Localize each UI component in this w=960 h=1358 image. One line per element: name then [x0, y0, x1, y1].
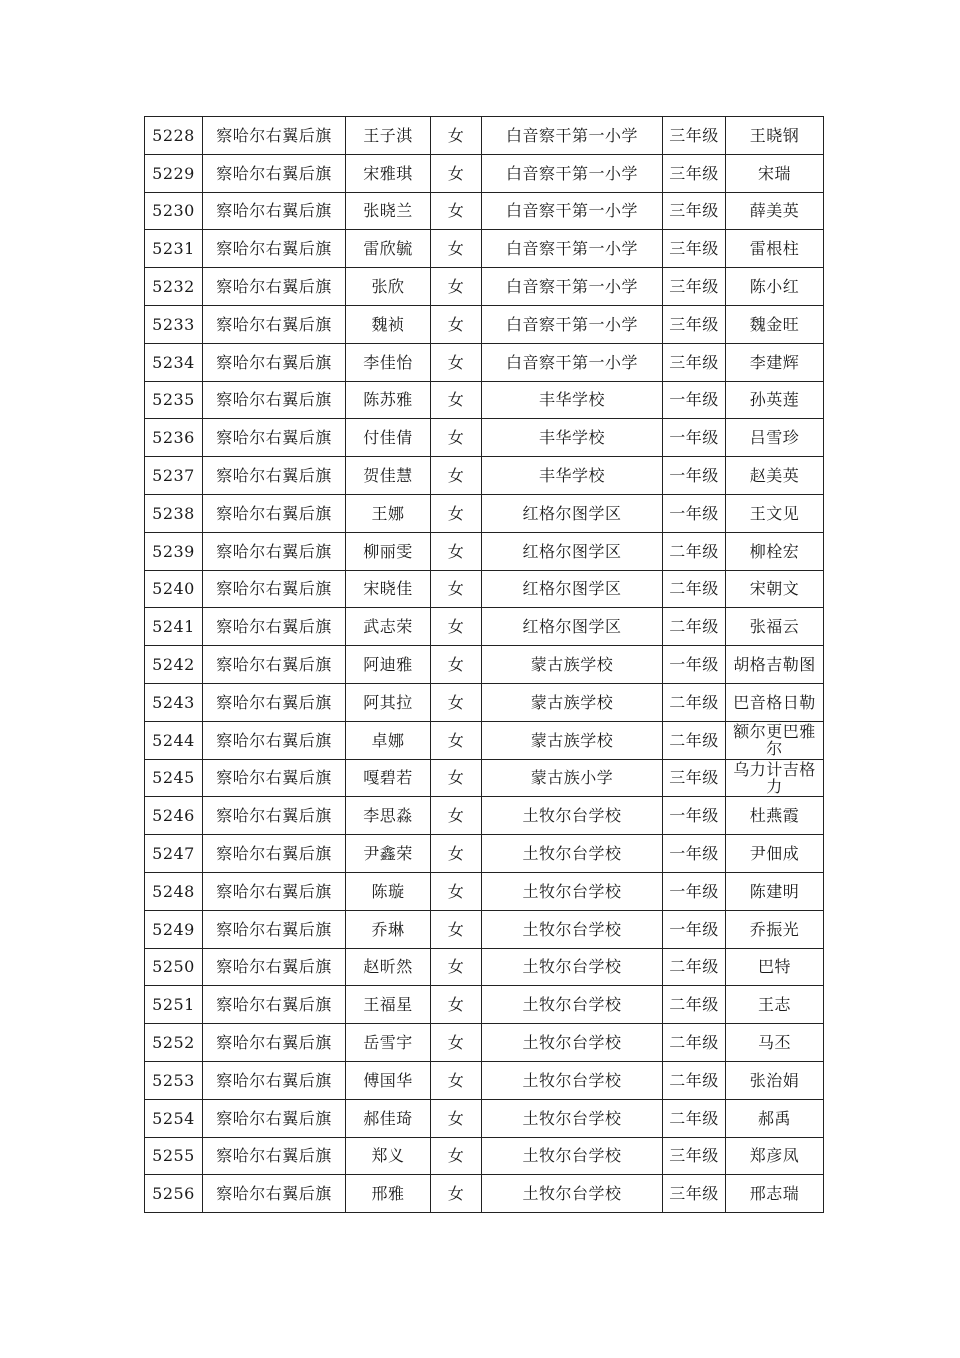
region-cell: 察哈尔右翼后旗 [203, 381, 346, 419]
guardian-name-cell: 王志 [726, 986, 824, 1024]
school-cell: 土牧尔台学校 [482, 835, 663, 873]
table-row [145, 986, 824, 1024]
gender-cell: 女 [431, 457, 482, 495]
guardian-name-cell: 乔振光 [726, 910, 824, 948]
region-cell: 察哈尔右翼后旗 [203, 343, 346, 381]
row-number-cell: 5233 [145, 305, 203, 343]
grade-cell: 三年级 [663, 1175, 726, 1213]
school-cell: 土牧尔台学校 [482, 948, 663, 986]
table-row [145, 759, 824, 797]
region-cell: 察哈尔右翼后旗 [203, 192, 346, 230]
row-number-cell: 5248 [145, 872, 203, 910]
school-cell: 丰华学校 [482, 457, 663, 495]
gender-cell: 女 [431, 419, 482, 457]
grade-cell: 二年级 [663, 948, 726, 986]
row-number-cell: 5247 [145, 835, 203, 873]
school-cell: 白音察干第一小学 [482, 343, 663, 381]
school-cell: 土牧尔台学校 [482, 1061, 663, 1099]
student-name-cell: 宋晓佳 [346, 570, 431, 608]
row-number-cell: 5239 [145, 532, 203, 570]
region-cell: 察哈尔右翼后旗 [203, 1099, 346, 1137]
grade-cell: 二年级 [663, 570, 726, 608]
row-number-cell: 5240 [145, 570, 203, 608]
guardian-name-cell: 郑彦凤 [726, 1137, 824, 1175]
guardian-name-cell: 赵美英 [726, 457, 824, 495]
gender-cell: 女 [431, 1024, 482, 1062]
table-row [145, 646, 824, 684]
guardian-name-cell: 陈小红 [726, 268, 824, 306]
guardian-name-cell: 孙英莲 [726, 381, 824, 419]
grade-cell: 二年级 [663, 683, 726, 721]
region-cell: 察哈尔右翼后旗 [203, 494, 346, 532]
student-name-cell: 雷欣毓 [346, 230, 431, 268]
school-cell: 红格尔图学区 [482, 532, 663, 570]
row-number-cell: 5249 [145, 910, 203, 948]
guardian-name-cell: 杜燕霞 [726, 797, 824, 835]
guardian-name-cell: 柳栓宏 [726, 532, 824, 570]
table-row [145, 1099, 824, 1137]
region-cell: 察哈尔右翼后旗 [203, 154, 346, 192]
table-row [145, 230, 824, 268]
student-name-cell: 嘎碧若 [346, 759, 431, 797]
student-name-cell: 陈璇 [346, 872, 431, 910]
student-name-cell: 付佳倩 [346, 419, 431, 457]
row-number-cell: 5253 [145, 1061, 203, 1099]
student-name-cell: 乔琳 [346, 910, 431, 948]
region-cell: 察哈尔右翼后旗 [203, 721, 346, 759]
grade-cell: 二年级 [663, 532, 726, 570]
student-name-cell: 李思淼 [346, 797, 431, 835]
student-name-cell: 魏祯 [346, 305, 431, 343]
grade-cell: 三年级 [663, 305, 726, 343]
table-row [145, 570, 824, 608]
school-cell: 蒙古族学校 [482, 646, 663, 684]
table-row [145, 872, 824, 910]
guardian-name-cell: 巴音格日勒 [726, 683, 824, 721]
region-cell: 察哈尔右翼后旗 [203, 910, 346, 948]
school-cell: 土牧尔台学校 [482, 1137, 663, 1175]
grade-cell: 二年级 [663, 986, 726, 1024]
student-name-cell: 卓娜 [346, 721, 431, 759]
row-number-cell: 5238 [145, 494, 203, 532]
gender-cell: 女 [431, 1099, 482, 1137]
guardian-name-cell: 魏金旺 [726, 305, 824, 343]
grade-cell: 一年级 [663, 419, 726, 457]
row-number-cell: 5236 [145, 419, 203, 457]
school-cell: 红格尔图学区 [482, 570, 663, 608]
grade-cell: 一年级 [663, 457, 726, 495]
school-cell: 蒙古族学校 [482, 721, 663, 759]
grade-cell: 三年级 [663, 117, 726, 155]
grade-cell: 三年级 [663, 343, 726, 381]
table-row [145, 154, 824, 192]
guardian-name-cell: 胡格吉勒图 [726, 646, 824, 684]
row-number-cell: 5246 [145, 797, 203, 835]
roster-body [145, 117, 824, 1213]
grade-cell: 二年级 [663, 721, 726, 759]
region-cell: 察哈尔右翼后旗 [203, 305, 346, 343]
gender-cell: 女 [431, 154, 482, 192]
school-cell: 红格尔图学区 [482, 608, 663, 646]
gender-cell: 女 [431, 721, 482, 759]
guardian-name-cell: 宋朝文 [726, 570, 824, 608]
student-name-cell: 宋雅琪 [346, 154, 431, 192]
school-cell: 土牧尔台学校 [482, 1175, 663, 1213]
table-row [145, 835, 824, 873]
student-name-cell: 陈苏雅 [346, 381, 431, 419]
school-cell: 白音察干第一小学 [482, 192, 663, 230]
grade-cell: 一年级 [663, 872, 726, 910]
table-row [145, 1175, 824, 1213]
guardian-name-cell: 雷根柱 [726, 230, 824, 268]
table-row [145, 948, 824, 986]
region-cell: 察哈尔右翼后旗 [203, 872, 346, 910]
guardian-name-cell: 陈建明 [726, 872, 824, 910]
row-number-cell: 5252 [145, 1024, 203, 1062]
gender-cell: 女 [431, 230, 482, 268]
school-cell: 白音察干第一小学 [482, 305, 663, 343]
grade-cell: 三年级 [663, 759, 726, 797]
region-cell: 察哈尔右翼后旗 [203, 608, 346, 646]
table-row [145, 192, 824, 230]
grade-cell: 三年级 [663, 230, 726, 268]
row-number-cell: 5228 [145, 117, 203, 155]
grade-cell: 一年级 [663, 835, 726, 873]
guardian-name-cell: 薛美英 [726, 192, 824, 230]
guardian-name-cell: 王文见 [726, 494, 824, 532]
region-cell: 察哈尔右翼后旗 [203, 268, 346, 306]
region-cell: 察哈尔右翼后旗 [203, 532, 346, 570]
row-number-cell: 5254 [145, 1099, 203, 1137]
student-name-cell: 邢雅 [346, 1175, 431, 1213]
school-cell: 蒙古族小学 [482, 759, 663, 797]
table-row [145, 381, 824, 419]
gender-cell: 女 [431, 381, 482, 419]
gender-cell: 女 [431, 343, 482, 381]
region-cell: 察哈尔右翼后旗 [203, 457, 346, 495]
region-cell: 察哈尔右翼后旗 [203, 1061, 346, 1099]
gender-cell: 女 [431, 986, 482, 1024]
gender-cell: 女 [431, 646, 482, 684]
school-cell: 白音察干第一小学 [482, 154, 663, 192]
table-row [145, 457, 824, 495]
grade-cell: 二年级 [663, 1099, 726, 1137]
table-row [145, 419, 824, 457]
student-name-cell: 王福星 [346, 986, 431, 1024]
school-cell: 土牧尔台学校 [482, 1024, 663, 1062]
table-row [145, 1137, 824, 1175]
row-number-cell: 5232 [145, 268, 203, 306]
student-name-cell: 郝佳琦 [346, 1099, 431, 1137]
school-cell: 白音察干第一小学 [482, 230, 663, 268]
region-cell: 察哈尔右翼后旗 [203, 1137, 346, 1175]
region-cell: 察哈尔右翼后旗 [203, 230, 346, 268]
row-number-cell: 5231 [145, 230, 203, 268]
student-name-cell: 王娜 [346, 494, 431, 532]
student-name-cell: 尹鑫荣 [346, 835, 431, 873]
student-name-cell: 岳雪宇 [346, 1024, 431, 1062]
guardian-name-cell: 尹佃成 [726, 835, 824, 873]
school-cell: 丰华学校 [482, 381, 663, 419]
school-cell: 土牧尔台学校 [482, 797, 663, 835]
student-name-cell: 张欣 [346, 268, 431, 306]
region-cell: 察哈尔右翼后旗 [203, 1175, 346, 1213]
grade-cell: 二年级 [663, 608, 726, 646]
region-cell: 察哈尔右翼后旗 [203, 683, 346, 721]
school-cell: 红格尔图学区 [482, 494, 663, 532]
row-number-cell: 5255 [145, 1137, 203, 1175]
grade-cell: 二年级 [663, 1061, 726, 1099]
guardian-name-cell: 马丕 [726, 1024, 824, 1062]
row-number-cell: 5243 [145, 683, 203, 721]
table-row [145, 1024, 824, 1062]
grade-cell: 三年级 [663, 1137, 726, 1175]
table-row [145, 721, 824, 759]
guardian-name-cell: 王晓钢 [726, 117, 824, 155]
row-number-cell: 5230 [145, 192, 203, 230]
row-number-cell: 5245 [145, 759, 203, 797]
guardian-name-cell: 额尔更巴雅尔 [726, 721, 824, 759]
guardian-name-cell: 宋瑞 [726, 154, 824, 192]
gender-cell: 女 [431, 910, 482, 948]
region-cell: 察哈尔右翼后旗 [203, 570, 346, 608]
gender-cell: 女 [431, 797, 482, 835]
student-name-cell: 阿迪雅 [346, 646, 431, 684]
student-name-cell: 李佳怡 [346, 343, 431, 381]
table-row [145, 494, 824, 532]
row-number-cell: 5250 [145, 948, 203, 986]
row-number-cell: 5235 [145, 381, 203, 419]
gender-cell: 女 [431, 1137, 482, 1175]
row-number-cell: 5256 [145, 1175, 203, 1213]
school-cell: 蒙古族学校 [482, 683, 663, 721]
guardian-name-cell: 李建辉 [726, 343, 824, 381]
region-cell: 察哈尔右翼后旗 [203, 1024, 346, 1062]
region-cell: 察哈尔右翼后旗 [203, 948, 346, 986]
region-cell: 察哈尔右翼后旗 [203, 117, 346, 155]
grade-cell: 一年级 [663, 797, 726, 835]
row-number-cell: 5237 [145, 457, 203, 495]
table-row [145, 268, 824, 306]
table-row [145, 532, 824, 570]
student-name-cell: 傅国华 [346, 1061, 431, 1099]
student-name-cell: 柳丽雯 [346, 532, 431, 570]
guardian-name-cell: 邢志瑞 [726, 1175, 824, 1213]
gender-cell: 女 [431, 608, 482, 646]
gender-cell: 女 [431, 835, 482, 873]
row-number-cell: 5242 [145, 646, 203, 684]
school-cell: 白音察干第一小学 [482, 268, 663, 306]
grade-cell: 一年级 [663, 494, 726, 532]
gender-cell: 女 [431, 683, 482, 721]
table-row [145, 305, 824, 343]
row-number-cell: 5229 [145, 154, 203, 192]
school-cell: 土牧尔台学校 [482, 1099, 663, 1137]
region-cell: 察哈尔右翼后旗 [203, 797, 346, 835]
region-cell: 察哈尔右翼后旗 [203, 419, 346, 457]
gender-cell: 女 [431, 872, 482, 910]
region-cell: 察哈尔右翼后旗 [203, 646, 346, 684]
grade-cell: 一年级 [663, 910, 726, 948]
school-cell: 丰华学校 [482, 419, 663, 457]
table-row [145, 343, 824, 381]
gender-cell: 女 [431, 305, 482, 343]
region-cell: 察哈尔右翼后旗 [203, 759, 346, 797]
table-row [145, 797, 824, 835]
table-row [145, 608, 824, 646]
school-cell: 白音察干第一小学 [482, 117, 663, 155]
guardian-name-cell: 吕雪珍 [726, 419, 824, 457]
table-row [145, 910, 824, 948]
school-cell: 土牧尔台学校 [482, 872, 663, 910]
student-name-cell: 赵昕然 [346, 948, 431, 986]
gender-cell: 女 [431, 1061, 482, 1099]
guardian-name-cell: 郝禹 [726, 1099, 824, 1137]
table-row [145, 1061, 824, 1099]
school-cell: 土牧尔台学校 [482, 910, 663, 948]
student-name-cell: 张晓兰 [346, 192, 431, 230]
grade-cell: 三年级 [663, 268, 726, 306]
guardian-name-cell: 张治娟 [726, 1061, 824, 1099]
grade-cell: 一年级 [663, 646, 726, 684]
region-cell: 察哈尔右翼后旗 [203, 986, 346, 1024]
student-roster-table [144, 116, 824, 1213]
gender-cell: 女 [431, 759, 482, 797]
region-cell: 察哈尔右翼后旗 [203, 835, 346, 873]
gender-cell: 女 [431, 268, 482, 306]
row-number-cell: 5244 [145, 721, 203, 759]
student-name-cell: 郑义 [346, 1137, 431, 1175]
row-number-cell: 5234 [145, 343, 203, 381]
student-name-cell: 贺佳慧 [346, 457, 431, 495]
grade-cell: 三年级 [663, 154, 726, 192]
guardian-name-cell: 乌力计吉格力 [726, 759, 824, 797]
school-cell: 土牧尔台学校 [482, 986, 663, 1024]
student-name-cell: 王子淇 [346, 117, 431, 155]
grade-cell: 二年级 [663, 1024, 726, 1062]
grade-cell: 一年级 [663, 381, 726, 419]
student-name-cell: 阿其拉 [346, 683, 431, 721]
gender-cell: 女 [431, 117, 482, 155]
guardian-name-cell: 巴特 [726, 948, 824, 986]
guardian-name-cell: 张福云 [726, 608, 824, 646]
table-row [145, 117, 824, 155]
student-name-cell: 武志荣 [346, 608, 431, 646]
gender-cell: 女 [431, 948, 482, 986]
gender-cell: 女 [431, 494, 482, 532]
grade-cell: 三年级 [663, 192, 726, 230]
gender-cell: 女 [431, 532, 482, 570]
row-number-cell: 5251 [145, 986, 203, 1024]
gender-cell: 女 [431, 570, 482, 608]
gender-cell: 女 [431, 1175, 482, 1213]
row-number-cell: 5241 [145, 608, 203, 646]
gender-cell: 女 [431, 192, 482, 230]
table-row [145, 683, 824, 721]
